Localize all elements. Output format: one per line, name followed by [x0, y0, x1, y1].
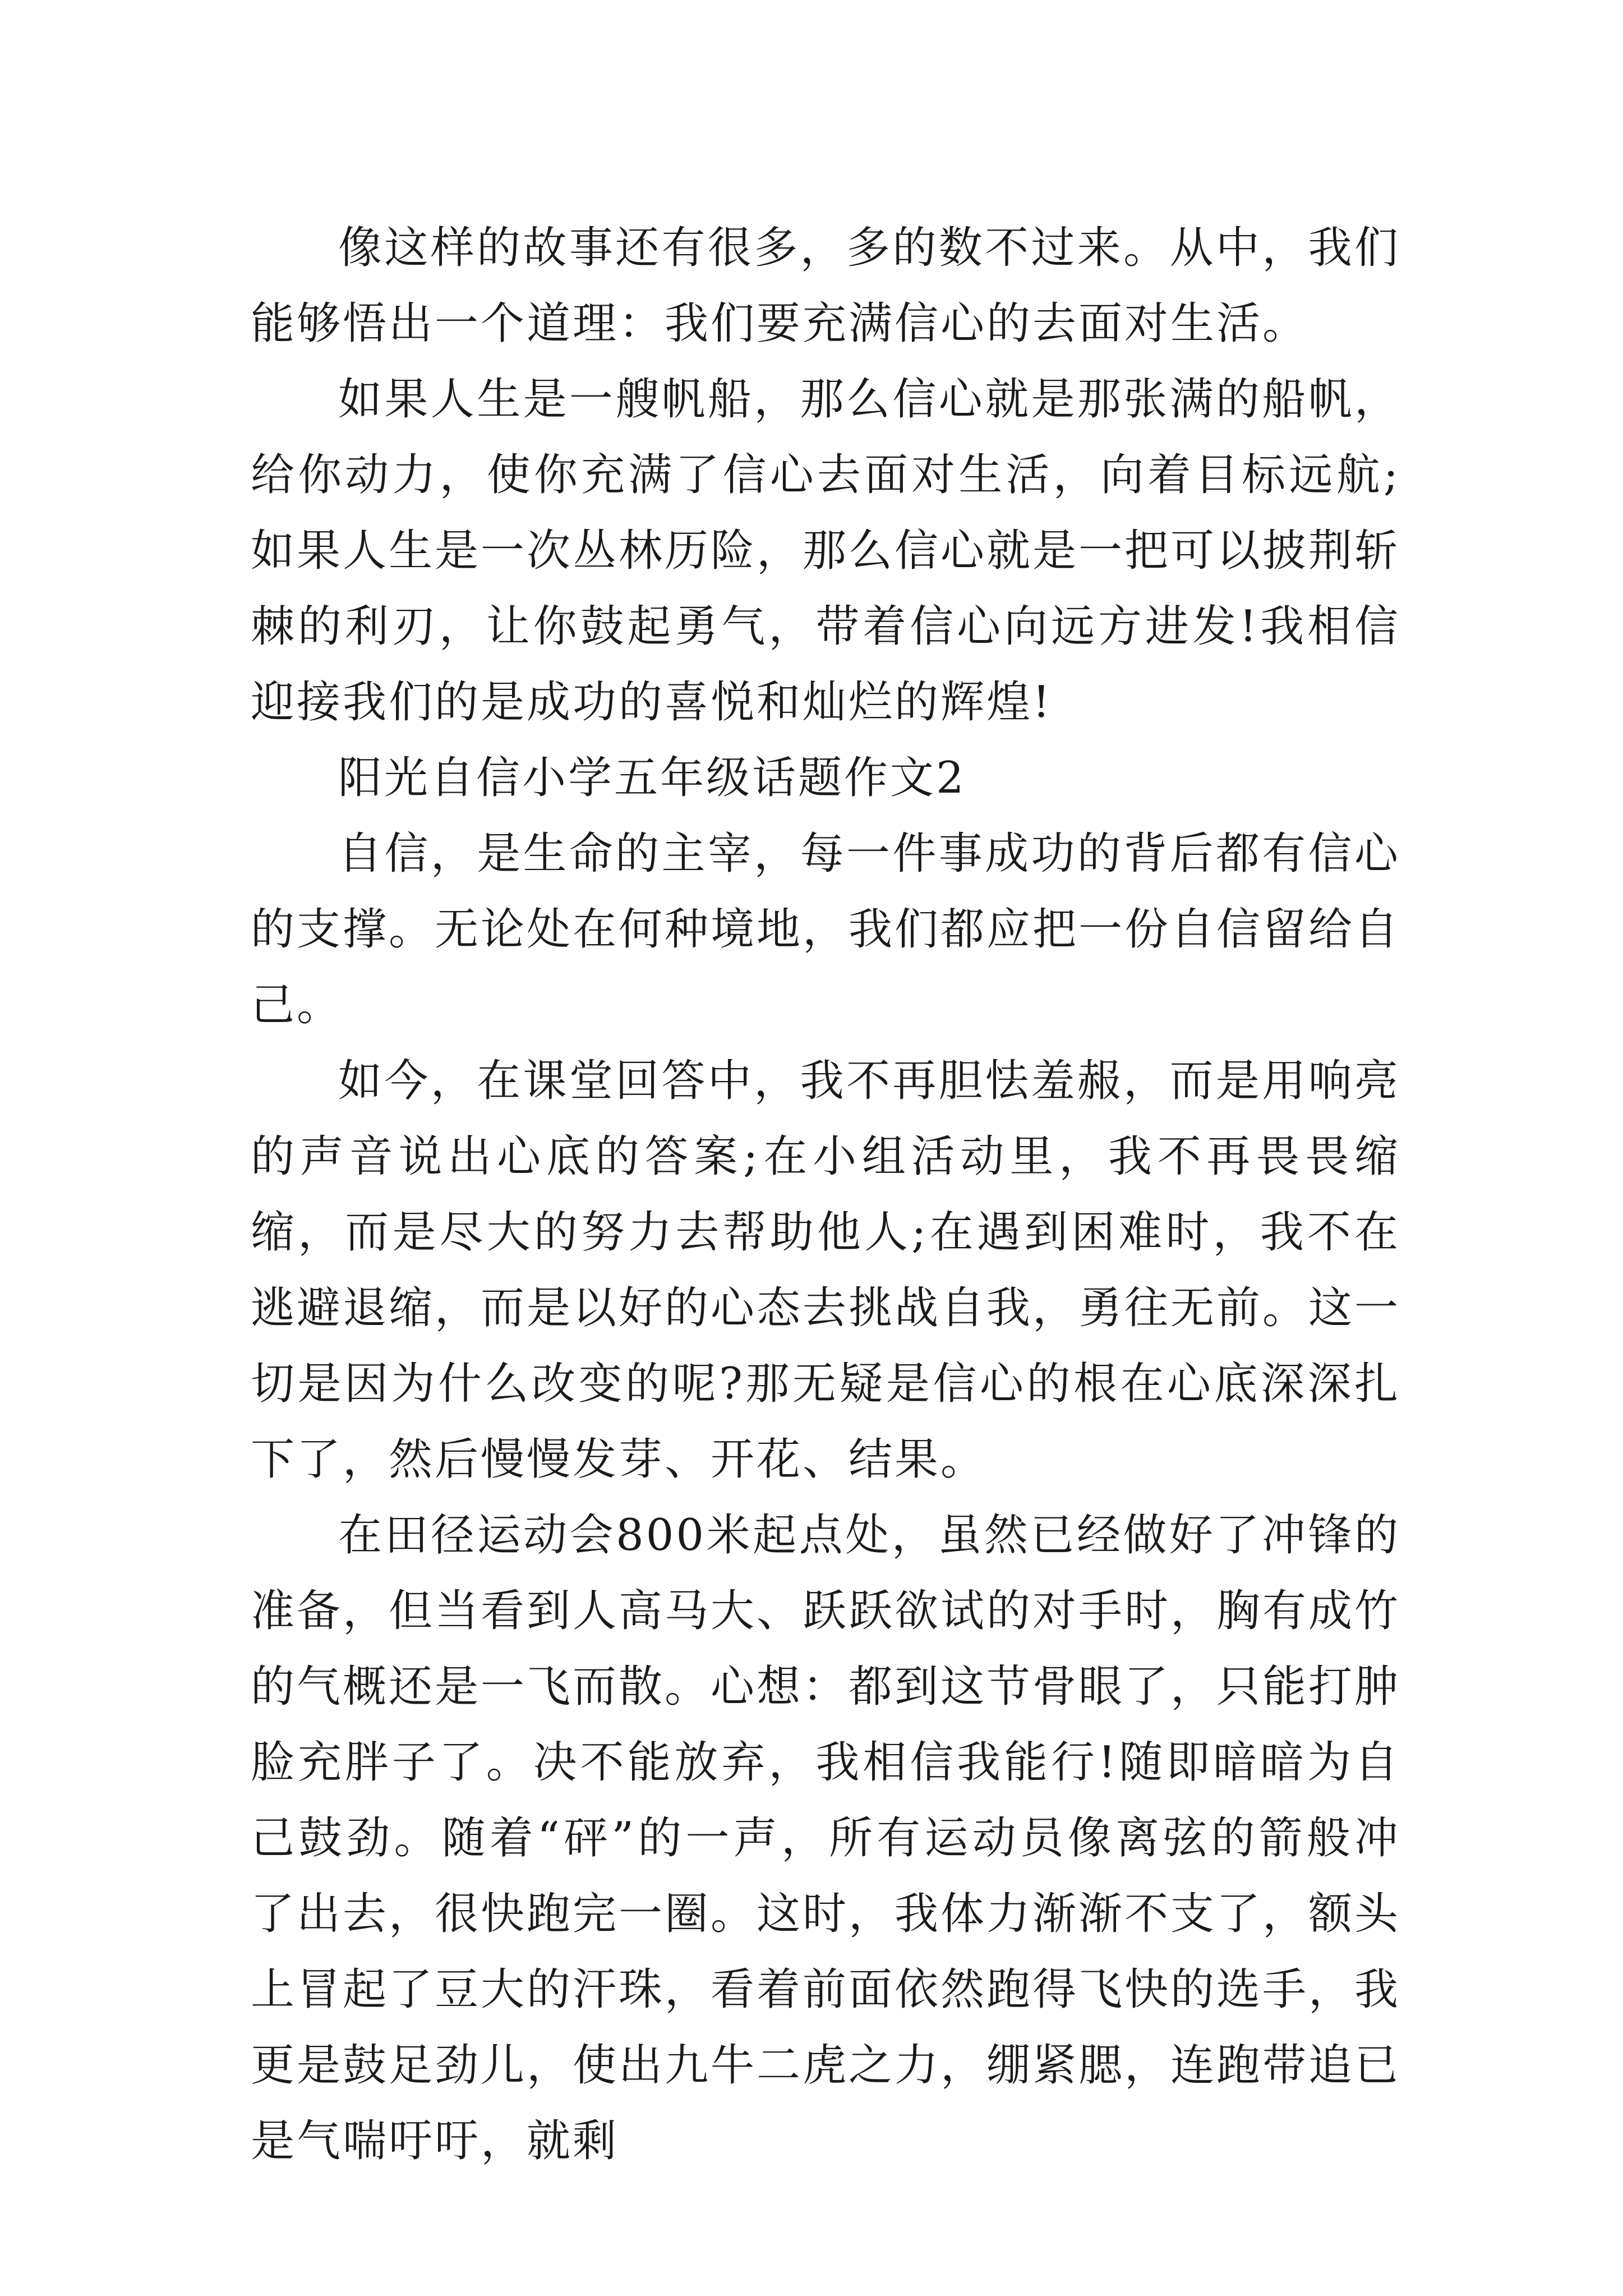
document-body — [251, 210, 1400, 2179]
paragraph: 如今，在课堂回答中，我不再胆怯羞赧，而是用响亮的声音说出心底的答案;在小组活动里，我不再畏畏缩缩，而是尽大的努力去帮助他人;在遇到困难时，我不在逃避退缩，而是以好的心态去挑战自我，勇往无前。这一切是因为什么改变的呢?那无疑是信心的根在心底深深扎下了，然后慢慢发芽、开花、结果。 — [251, 1056, 1401, 1485]
paragraph: 像这样的故事还有很多，多的数不过来。从中，我们能够悟出一个道理：我们要充满信心的去面对生活。 — [251, 223, 1400, 349]
paragraph: 自信，是生命的主宰，每一件事成功的背后都有信心的支撑。无论处在何种境地，我们都应把一份自信留给自己。 — [251, 829, 1401, 1030]
paragraph: 在田径运动会800米起点处，虽然已经做好了冲锋的准备，但当看到人高马大、跃跃欲试的对手时，胸有成竹的气概还是一飞而散。心想：都到这节骨眼了，只能打肿脸充胖子了。决不能放弃，我相信我能行!随即暗暗为自己鼓劲。随着“砰”的一声，所有运动员像离弦的箭般冲了出去，很快跑完一圈。这时，我体力渐渐不支了，额头上冒起了豆大的汗珠，看着前面依然跑得飞快的选手，我更是鼓足劲儿，使出九牛二虎之力，绷紧腮，连跑带追已是气喘吁吁，就剩 — [251, 1510, 1401, 2166]
section-heading: 阳光自信小学五年级话题作文2 — [338, 753, 966, 803]
paragraph: 如果人生是一艘帆船，那么信心就是那张满的船帆，给你动力，使你充满了信心去面对生活，向着目标远航;如果人生是一次丛林历险，那么信心就是一把可以披荆斩棘的利刃，让你鼓起勇气，带着信心向远方进发!我相信迎接我们的是成功的喜悦和灿烂的辉煌! — [251, 374, 1401, 728]
